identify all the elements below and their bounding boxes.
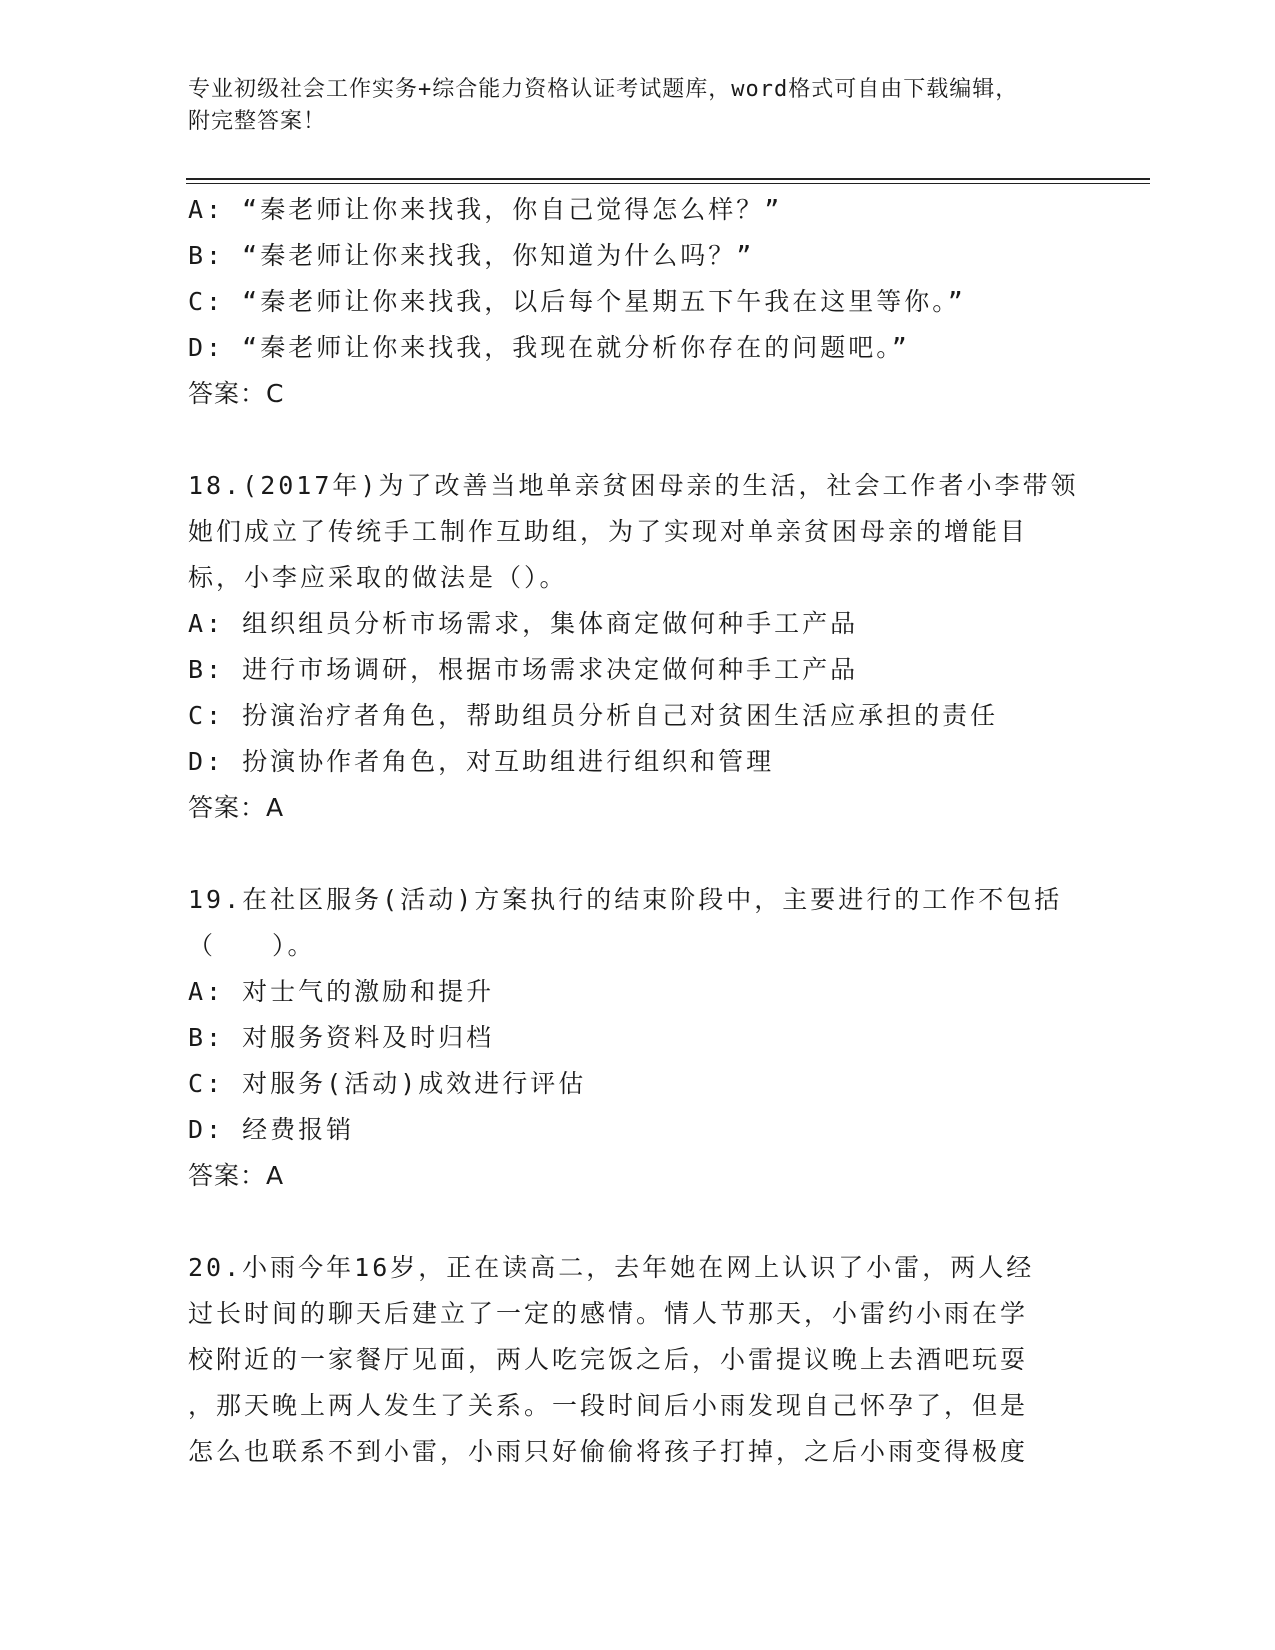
option-d: D: 经费报销 [188,1115,355,1144]
question-17 [188,187,1088,417]
page-header [188,74,1088,138]
question-stem-line: ，那天晚上两人发生了关系。一段时间后小雨发现自己怀孕了，但是 [188,1391,1029,1420]
answer: 答案：A [188,793,285,822]
option-c: C: “秦老师让你来找我，以后每个星期五下午我在这里等你。” [188,287,966,316]
option-a: A: 组织组员分析市场需求，集体商定做何种手工产品 [188,609,859,638]
question-stem-line: 过长时间的聊天后建立了一定的感情。情人节那天，小雷约小雨在学 [188,1299,1029,1328]
header-line-1: 专业初级社会工作实务+综合能力资格认证考试题库，word格式可自由下载编辑， [188,77,1019,102]
header-rule-thick [186,178,1150,180]
question-18 [188,463,1088,831]
question-content [188,187,1088,1475]
answer: 答案：C [188,379,285,408]
question-19 [188,877,1088,1199]
question-stem-line: 她们成立了传统手工制作互助组，为了实现对单亲贫困母亲的增能目 [188,517,1029,546]
answer: 答案：A [188,1161,285,1190]
option-a: A: “秦老师让你来找我，你自己觉得怎么样？” [188,195,783,224]
option-d: D: “秦老师让你来找我，我现在就分析你存在的问题吧。” [188,333,910,362]
option-b: B: 对服务资料及时归档 [188,1023,495,1052]
option-c: C: 扮演治疗者角色，帮助组员分析自己对贫困生活应承担的责任 [188,701,999,730]
header-rule-thin [186,183,1150,184]
header-line-2: 附完整答案！ [188,109,327,134]
spacer [188,1199,1088,1245]
spacer [188,417,1088,463]
spacer [188,831,1088,877]
question-stem-line: 18.(2017年)为了改善当地单亲贫困母亲的生活，社会工作者小李带领 [188,471,1079,500]
option-b: B: 进行市场调研，根据市场需求决定做何种手工产品 [188,655,859,684]
question-stem-line: 校附近的一家餐厅见面，两人吃完饭之后，小雷提议晚上去酒吧玩耍 [188,1345,1029,1374]
question-stem-line: 20.小雨今年16岁，正在读高二，去年她在网上认识了小雷，两人经 [188,1253,1035,1282]
option-b: B: “秦老师让你来找我，你知道为什么吗？” [188,241,755,270]
question-20 [188,1245,1088,1475]
option-d: D: 扮演协作者角色，对互助组进行组织和管理 [188,747,775,776]
option-a: A: 对士气的激励和提升 [188,977,495,1006]
question-stem-line: 怎么也联系不到小雷，小雨只好偷偷将孩子打掉，之后小雨变得极度 [188,1437,1029,1466]
question-stem-line: （ ）。 [188,931,316,960]
question-stem-line: 标，小李应采取的做法是（）。 [188,563,568,592]
option-c: C: 对服务(活动)成效进行评估 [188,1069,587,1098]
question-stem-line: 19.在社区服务(活动)方案执行的结束阶段中，主要进行的工作不包括 [188,885,1063,914]
